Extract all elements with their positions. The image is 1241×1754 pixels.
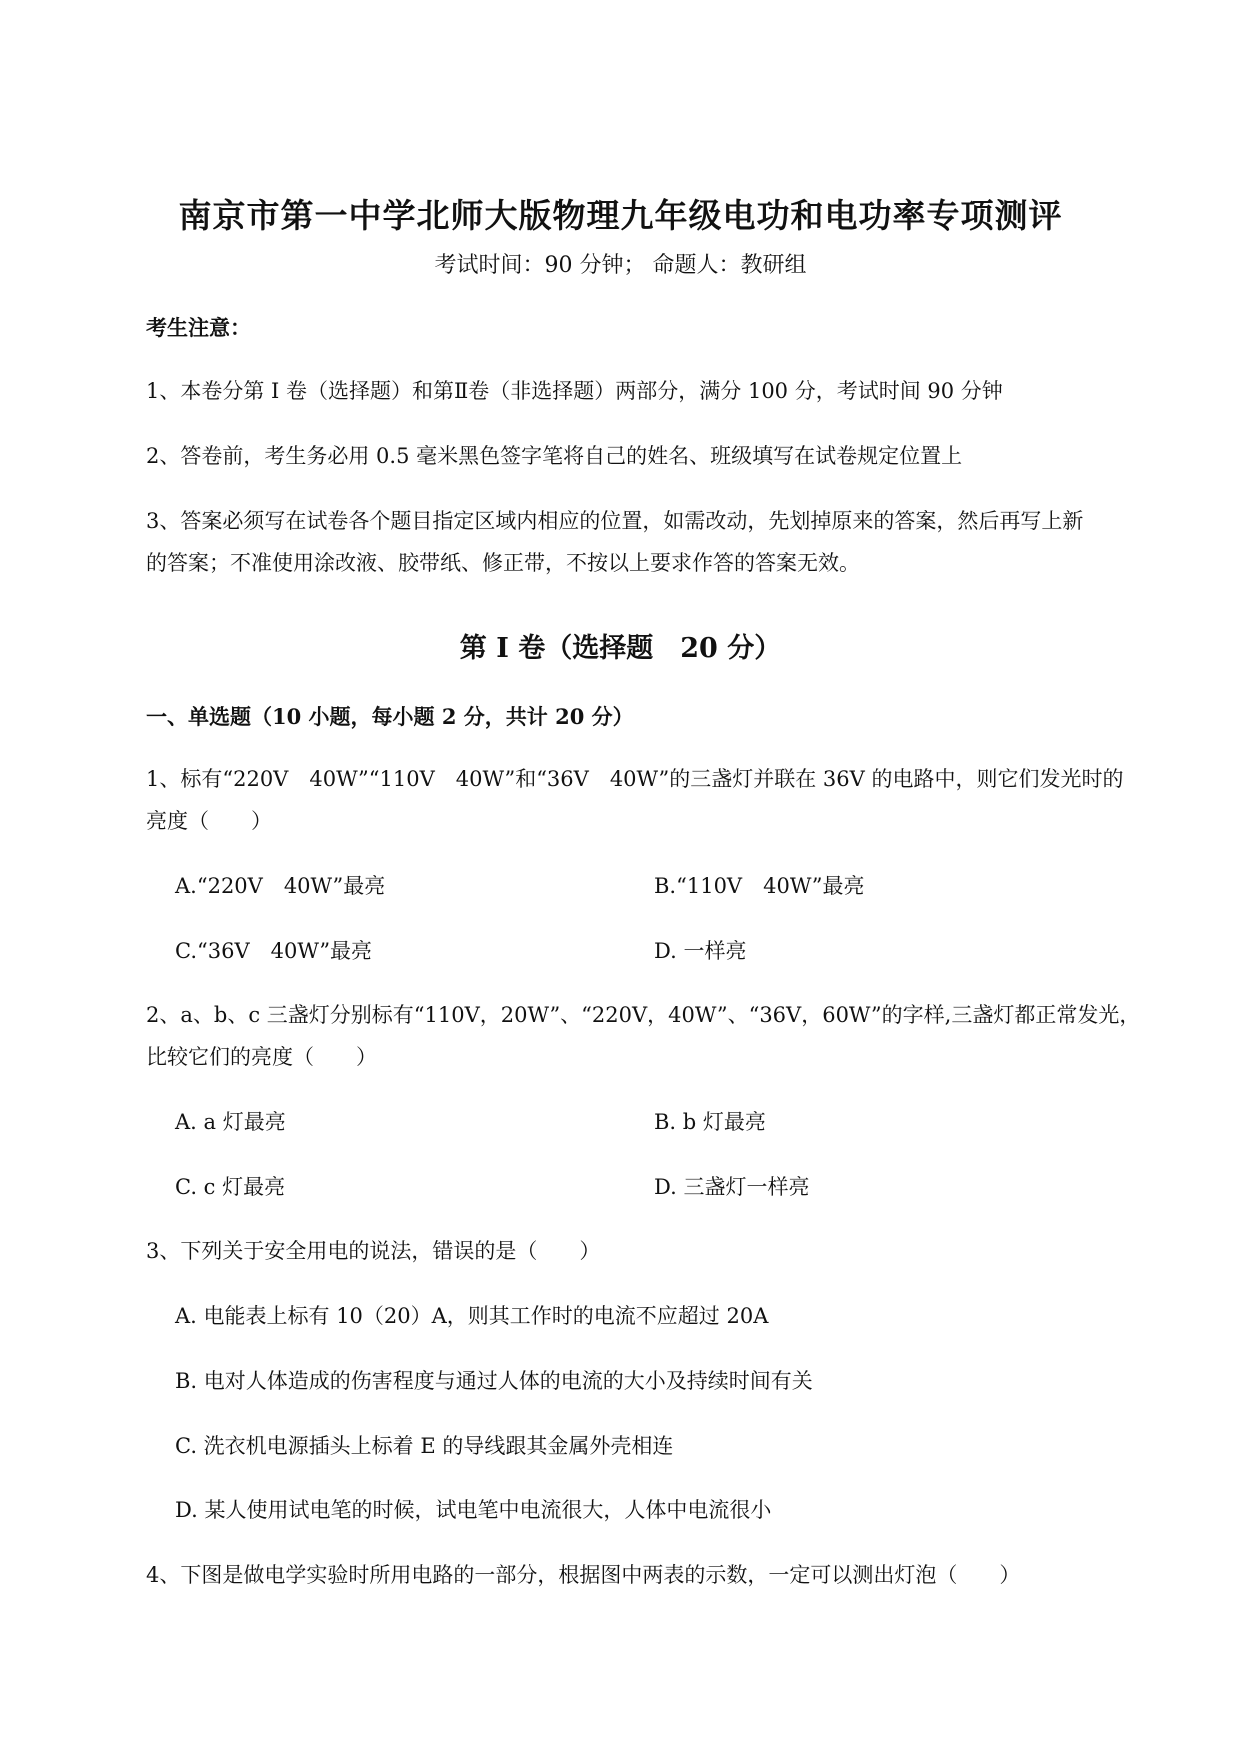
question-1-option-c[interactable]: C.“36V 40W”最亮 <box>175 939 373 963</box>
question-1-option-b[interactable]: B.“110V 40W”最亮 <box>654 874 865 898</box>
question-2-option-c[interactable]: C. c 灯最亮 <box>175 1175 286 1199</box>
notice-item-2: 2、答卷前，考生务必用 0.5 毫米黑色签字笔将自己的姓名、班级填写在试卷规定位置上 <box>146 444 963 468</box>
part-heading: 一、单选题（10 小题，每小题 2 分，共计 20 分） <box>146 704 634 729</box>
question-2-option-d[interactable]: D. 三盏灯一样亮 <box>654 1175 810 1199</box>
question-3-option-a[interactable]: A. 电能表上标有 10（20）A，则其工作时的电流不应超过 20A <box>175 1304 769 1328</box>
question-1-option-d[interactable]: D. 一样亮 <box>654 939 747 963</box>
question-3-stem: 3、下列关于安全用电的说法，错误的是（ ） <box>146 1239 601 1263</box>
question-4-stem: 4、下图是做电学实验时所用电路的一部分，根据图中两表的示数，一定可以测出灯泡（ ） <box>146 1563 1021 1587</box>
question-2-option-b[interactable]: B. b 灯最亮 <box>654 1110 766 1134</box>
notice-item-3-cont: 的答案；不准使用涂改液、胶带纸、修正带，不按以上要求作答的答案无效。 <box>146 551 860 575</box>
notice-item-1: 1、本卷分第 I 卷（选择题）和第Ⅱ卷（非选择题）两部分，满分 100 分，考试时间 90 分钟 <box>146 379 1003 403</box>
question-2-option-a[interactable]: A. a 灯最亮 <box>175 1110 286 1134</box>
question-3-option-c[interactable]: C. 洗衣机电源插头上标着 E 的导线跟其金属外壳相连 <box>175 1434 674 1458</box>
question-1-stem: 1、标有“220V 40W”“110V 40W”和“36V 40W”的三盏灯并联在 36V 的电路中，则它们发光时的 <box>146 767 1124 791</box>
exam-subtitle: 考试时间：90 分钟； 命题人：教研组 <box>434 253 807 278</box>
notice-heading: 考生注意： <box>146 315 251 340</box>
question-2-stem-cont: 比较它们的亮度（ ） <box>146 1045 377 1069</box>
exam-title: 南京市第一中学北师大版物理九年级电功和电功率专项测评 <box>178 196 1063 235</box>
section-title: 第 I 卷（选择题 20 分） <box>459 633 782 664</box>
question-3-option-d[interactable]: D. 某人使用试电笔的时候，试电笔中电流很大，人体中电流很小 <box>175 1498 772 1522</box>
notice-item-3: 3、答案必须写在试卷各个题目指定区域内相应的位置，如需改动，先划掉原来的答案，然后再写上新 <box>146 509 1084 533</box>
question-1-stem-cont: 亮度（ ） <box>146 809 272 833</box>
question-1-option-a[interactable]: A.“220V 40W”最亮 <box>175 874 386 898</box>
question-2-stem: 2、a、b、c 三盏灯分别标有“110V，20W”、“220V，40W”、“36V，60W”的字样,三盏灯都正常发光， <box>146 1003 1141 1027</box>
question-3-option-b[interactable]: B. 电对人体造成的伤害程度与通过人体的电流的大小及持续时间有关 <box>175 1369 813 1393</box>
